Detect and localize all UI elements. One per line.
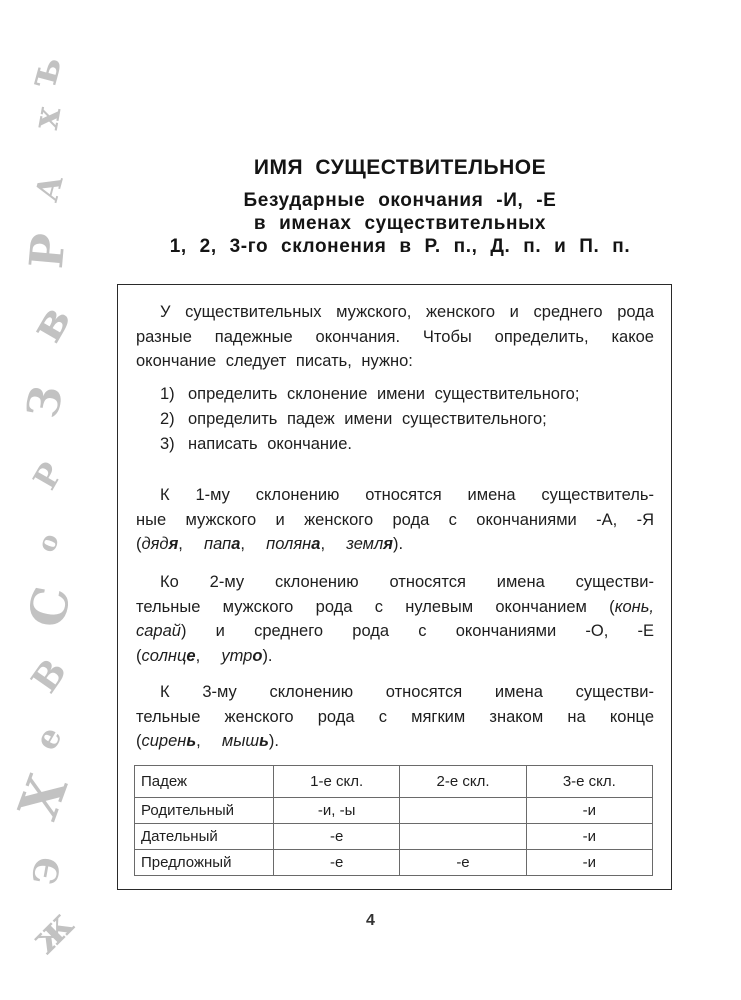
decorative-letter-icon: ъ (18, 50, 72, 93)
decorative-letter-icon: З (17, 381, 74, 422)
declension-3-line-1: К 3-му склонению относятся имена существи- (160, 683, 654, 701)
table-row (135, 798, 653, 824)
endings-table (134, 765, 653, 876)
page-number: 4 (366, 912, 375, 929)
ending-cell: -и (526, 850, 652, 876)
table-row (135, 850, 653, 876)
example-ending: ь (259, 732, 269, 750)
intro-text: У существительных мужского, женского и среднего рода разные падежные окончания. Чтобы определить, какое окончание следует писать, нужно: (136, 303, 654, 370)
declension-1-line-1: К 1-му склонению относятся имена существитель- (160, 486, 654, 504)
header-decl-1: 1-е скл. (274, 766, 400, 798)
example-word: утро (221, 646, 263, 665)
step-text: определить падеж имени существительного; (188, 410, 547, 428)
decorative-letter-icon: х (24, 103, 70, 133)
ending-cell: -и (526, 798, 652, 824)
header-case: Падеж (135, 766, 274, 798)
step-item (160, 432, 660, 457)
example-ending: а (231, 535, 241, 553)
example-word: солнце (141, 646, 196, 665)
declension-1-line-2: ные мужского и женского рода с окончаниями -А, -Я (136, 510, 654, 529)
ending-cell (400, 824, 526, 850)
subtitle-line-2: в именах существительных (253, 213, 547, 234)
example-word: сирень (141, 732, 197, 750)
step-item (160, 382, 660, 407)
decorative-letter-icon: Х (5, 766, 81, 828)
steps-list (160, 382, 660, 457)
decorative-letter-icon: е (26, 719, 70, 757)
step-text: определить склонение имени существительного; (188, 385, 580, 403)
decorative-letter-icon: А (27, 170, 71, 206)
declension-2-paragraph: Ко 2-му склонению относятся имена существи- тельные мужского рода с нулевым окончанием (конь, сарай) и среднего рода с окончаниями -О, -Е (солнце, утро). (136, 573, 654, 665)
ending-cell: -е (274, 850, 400, 876)
subtitle-line-3: 1, 2, 3-го склонения в Р. п., Д. п. и П. п. (169, 236, 631, 257)
decorative-letter-icon: ж (20, 900, 83, 963)
step-item (160, 407, 660, 432)
example-ending: я (168, 535, 179, 553)
ending-cell: -е (274, 824, 400, 850)
example-ending: а (311, 535, 321, 553)
page-title: ИМЯ СУЩЕСТВИТЕЛЬНОЕ (253, 156, 547, 179)
step-text: написать окончание. (188, 435, 352, 453)
decorative-letter-icon: С (16, 582, 82, 632)
declension-2-line-2: тельные мужского рода с нулевым окончанием ( (136, 597, 615, 616)
table-row (135, 824, 653, 850)
step-number: 3) (160, 435, 175, 453)
decorative-letter-icon: В (23, 651, 76, 701)
case-name: Родительный (135, 798, 274, 824)
ending-cell (400, 798, 526, 824)
decorative-letter-icon: Р (18, 231, 76, 271)
example-word: дядя (141, 535, 179, 553)
table-header-row (135, 766, 653, 798)
example-ending: я (383, 535, 394, 553)
decorative-letter-icon: о (31, 529, 66, 557)
example-ending: ь (186, 732, 197, 750)
header-decl-3: 3-е скл. (526, 766, 652, 798)
header-decl-2: 2-е скл. (400, 766, 526, 798)
paren-open: ( (136, 535, 142, 553)
example-word: мышь (221, 732, 269, 750)
decorative-letter-strip (0, 0, 110, 1000)
declension-3-line-2: тельные женского рода с мягким знаком на конце (136, 707, 654, 726)
case-name: Дательный (135, 824, 274, 850)
intro-paragraph (136, 300, 654, 374)
subtitle-line-1: Безударные окончания -И, -Е (243, 190, 557, 211)
step-number: 1) (160, 385, 175, 403)
ending-cell: -и, -ы (274, 798, 400, 824)
step-number: 2) (160, 410, 175, 428)
decorative-letter-icon: Р (25, 456, 71, 496)
example-word: папа (204, 535, 241, 553)
example-ending: е (186, 646, 196, 665)
declension-2-line-3: ) и среднего рода с окончаниями -О, -Е (180, 622, 654, 640)
example-ending: о (252, 646, 263, 665)
example-word: земля (346, 535, 394, 553)
case-name: Предложный (135, 850, 274, 876)
ending-cell: -и (526, 824, 652, 850)
decorative-letter-icon: в (18, 295, 82, 351)
example-word: сарай (136, 622, 181, 640)
example-word: поляна (266, 535, 321, 553)
declension-3-paragraph: К 3-му склонению относятся имена существи- тельные женского рода с мягким знаком на конце (сирень, мышь). (136, 683, 654, 750)
decorative-letter-icon: Э (25, 854, 70, 888)
declension-1-paragraph: К 1-му склонению относятся имена существитель- ные мужского и женского рода с окончаниями -А, -Я (дядя, папа, поляна, земля). (136, 486, 654, 553)
ending-cell: -е (400, 850, 526, 876)
declension-2-line-1: Ко 2-му склонению относятся имена существи- (160, 573, 654, 591)
example-word: конь, (614, 597, 654, 616)
paren-close: ). (393, 535, 404, 553)
